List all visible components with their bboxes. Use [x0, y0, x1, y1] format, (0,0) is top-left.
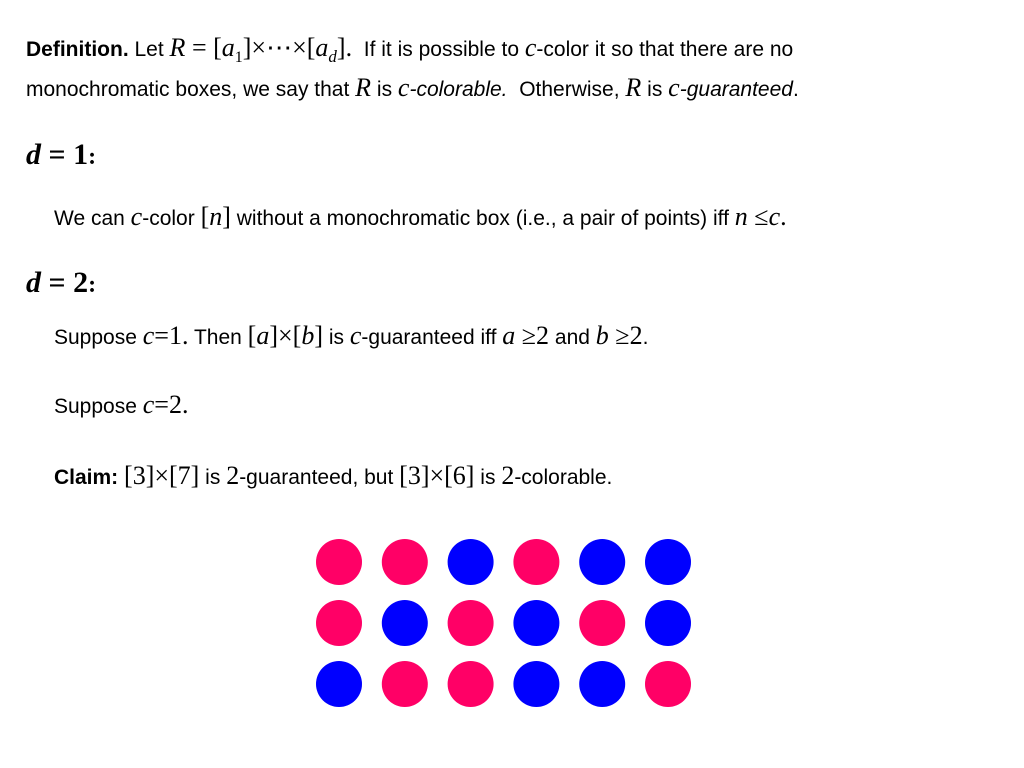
- d2-s1-suppose: Suppose: [54, 326, 137, 349]
- definition-colorable: -colorable.: [409, 78, 508, 101]
- claim-label: Claim:: [54, 466, 119, 489]
- grid-point-pink: [645, 661, 691, 707]
- claim-is-1: is: [205, 466, 221, 489]
- d2-s1-c2: c: [349, 321, 362, 350]
- definition-R-3: R: [625, 73, 642, 102]
- claim-two-2: 2: [501, 461, 515, 490]
- definition-text-1: If it is possible to: [363, 38, 519, 61]
- d2-s2-c: c: [142, 390, 155, 419]
- grid-point-blue: [382, 600, 428, 646]
- d1-text: without a monochromatic box (i.e., a pair of points) iff: [236, 207, 729, 230]
- d2-s1-times: ]×[: [269, 321, 302, 350]
- d1-n-close: ]: [222, 202, 231, 231]
- d1-we-can: We can: [54, 207, 125, 230]
- grid-point-blue: [579, 661, 625, 707]
- grid-point-blue: [316, 661, 362, 707]
- definition-sub-1: 1: [234, 49, 243, 66]
- d1-color: -color: [142, 207, 195, 230]
- d2-s2-eq: =2.: [154, 390, 189, 419]
- d1-end: .: [780, 202, 787, 231]
- d2-s1-c: c: [142, 321, 155, 350]
- d2-s1-a2: a: [502, 321, 516, 350]
- claim-guar: -guaranteed, but: [239, 466, 394, 489]
- grid-point-pink: [316, 539, 362, 585]
- definition-c: c: [524, 33, 537, 62]
- definition-sub-d: d: [328, 47, 337, 66]
- definition-c-3: c: [668, 73, 680, 102]
- definition-let: Let: [134, 38, 164, 61]
- claim-box-1: [3]×[7]: [124, 461, 200, 490]
- grid-point-pink: [382, 539, 428, 585]
- d2-s1-and: and: [554, 326, 590, 349]
- d2-s1-b: b: [301, 321, 315, 350]
- grid-point-pink: [382, 661, 428, 707]
- d2-s1-eq: =1.: [154, 321, 189, 350]
- definition-is-2: is: [647, 78, 663, 101]
- d2-s1-b2: b: [595, 321, 609, 350]
- grid-point-blue: [579, 539, 625, 585]
- definition-c-2: c: [397, 73, 410, 102]
- definition-close: ].: [336, 33, 353, 62]
- d2-s1-ge2: ≥2: [608, 321, 643, 350]
- definition-is-1: is: [376, 78, 393, 101]
- grid-point-pink: [316, 600, 362, 646]
- definition-period: .: [792, 78, 799, 101]
- d1-n2: n: [734, 202, 748, 231]
- grid-point-blue: [448, 539, 494, 585]
- heading-d2-var: d: [26, 266, 41, 299]
- definition-line2-text: monochromatic boxes, we say that: [26, 78, 350, 101]
- claim-two-1: 2: [226, 461, 240, 490]
- d2-s1-guar: -guaranteed iff: [361, 326, 497, 349]
- definition-label: Definition.: [26, 38, 129, 61]
- definition-guaranteed: -guaranteed: [679, 78, 793, 101]
- definition-R: R: [169, 33, 186, 62]
- heading-d1-colon: :: [88, 144, 97, 170]
- d2-s1-is: is: [328, 326, 344, 349]
- d2-s1-a: a: [256, 321, 270, 350]
- grid-point-blue: [645, 600, 691, 646]
- d1-c2: c: [768, 202, 781, 231]
- definition-eq-open: = [: [185, 33, 222, 62]
- d1-n: n: [209, 202, 223, 231]
- d1-le: ≤: [747, 202, 769, 231]
- heading-d1-eq: = 1: [41, 138, 89, 171]
- d1-c: c: [130, 202, 143, 231]
- heading-d2-eq: = 2: [41, 266, 89, 299]
- d1-n-open: [: [200, 202, 210, 231]
- definition-text-2: -color it so that there are no: [536, 38, 794, 61]
- definition-a: a: [221, 33, 235, 62]
- claim-is-2: is: [480, 466, 496, 489]
- grid-point-pink: [579, 600, 625, 646]
- heading-d2-colon: :: [88, 272, 97, 298]
- definition-mid: ]×⋯×[: [242, 33, 316, 62]
- grid-point-pink: [448, 661, 494, 707]
- grid-point-blue: [645, 539, 691, 585]
- claim-colorable: -colorable.: [514, 466, 613, 489]
- d2-s1-then: Then: [193, 326, 242, 349]
- heading-d1-var: d: [26, 138, 41, 171]
- grid-point-pink: [448, 600, 494, 646]
- d2-s1-close: ]: [314, 321, 323, 350]
- d2-s1-ge1: ≥2: [515, 321, 550, 350]
- definition-a-d: a: [315, 33, 329, 62]
- d2-s1-a-open: [: [247, 321, 257, 350]
- d2-s2-suppose: Suppose: [54, 395, 137, 418]
- d2-s1-end: .: [642, 326, 649, 349]
- definition-otherwise: Otherwise,: [519, 78, 620, 101]
- grid-point-blue: [513, 661, 559, 707]
- claim-box-2: [3]×[6]: [399, 461, 475, 490]
- definition-R-2: R: [355, 73, 372, 102]
- grid-point-blue: [513, 600, 559, 646]
- grid-point-pink: [513, 539, 559, 585]
